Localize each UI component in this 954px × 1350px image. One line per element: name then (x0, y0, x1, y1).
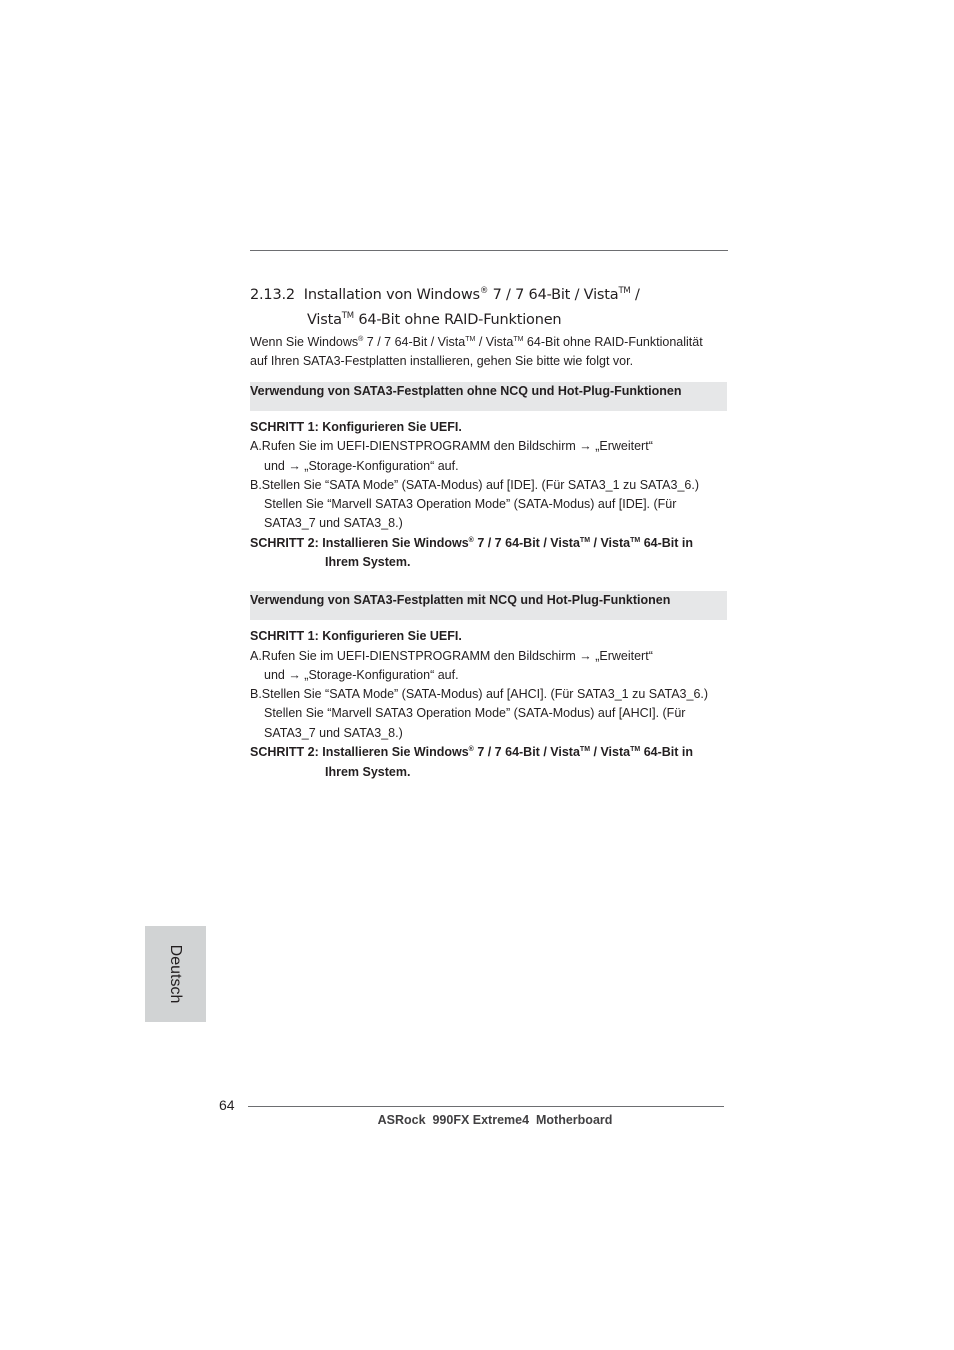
step2-heading-1: SCHRITT 2: Installieren Sie Windows® 7 / 7 64-Bit / Vista™ / Vista™ 64-Bit in (250, 536, 694, 550)
step-a-line-1: A.Rufen Sie im UEFI-DIENSTPROGRAMM den Bildschirm → „Erweitert“ (250, 439, 653, 453)
section-heading-line-1: 2.13.2 Installation von Windows® 7 / 7 64-Bit / Vista™ / (250, 286, 640, 303)
intro-line-2: auf Ihren SATA3-Festplatten installieren, gehen Sie bitte wie folgt vor. (250, 354, 634, 368)
footer-rule (248, 1106, 724, 1107)
step1-heading-2: SCHRITT 1: Konfigurieren Sie UEFI. (250, 629, 462, 643)
step-a-line-2: und → „Storage-Konfiguration“ auf. (264, 459, 459, 473)
step2-heading-2: SCHRITT 2: Installieren Sie Windows® 7 / 7 64-Bit / Vista™ / Vista™ 64-Bit in (250, 745, 694, 759)
step1-heading-1: SCHRITT 1: Konfigurieren Sie UEFI. (250, 420, 462, 434)
subheading-band-2 (250, 591, 727, 620)
step-b-line-3: SATA3_7 und SATA3_8.) (264, 726, 403, 740)
page-number: 64 (219, 1097, 235, 1113)
subheading-1: Verwendung von SATA3-Festplatten ohne NCQ und Hot-Plug-Funktionen (250, 384, 682, 398)
step-a-line-2: und → „Storage-Konfiguration“ auf. (264, 668, 459, 682)
subheading-2: Verwendung von SATA3-Festplatten mit NCQ und Hot-Plug-Funktionen (250, 593, 671, 607)
section-number: 2.13.2 (250, 287, 295, 303)
step2-line-2-2: Ihrem System. (325, 765, 411, 779)
intro-line-1: Wenn Sie Windows® 7 / 7 64-Bit / Vista™ / Vista™ 64-Bit ohne RAID-Funktionalität (250, 335, 703, 349)
step-b-line-1: B.Stellen Sie “SATA Mode” (SATA-Modus) auf [IDE]. (Für SATA3_1 zu SATA3_6.) (250, 478, 699, 492)
step-a-line-1: A.Rufen Sie im UEFI-DIENSTPROGRAMM den Bildschirm → „Erweitert“ (250, 649, 653, 663)
section-heading-line-2: Vista™ 64-Bit ohne RAID-Funktionen (307, 311, 562, 328)
language-side-tab (145, 926, 206, 1022)
top-rule (250, 250, 728, 251)
language-label: Deutsch (167, 944, 184, 1004)
step-b-line-1: B.Stellen Sie “SATA Mode” (SATA-Modus) auf [AHCI]. (Für SATA3_1 zu SATA3_6.) (250, 687, 709, 701)
footer-product: ASRock 990FX Extreme4 Motherboard (377, 1113, 613, 1127)
step2-line-2-1: Ihrem System. (325, 555, 411, 569)
step-b-line-2: Stellen Sie “Marvell SATA3 Operation Mode” (SATA-Modus) auf [AHCI]. (Für (264, 706, 686, 720)
subheading-band-1 (250, 382, 727, 411)
step-b-line-2: Stellen Sie “Marvell SATA3 Operation Mode” (SATA-Modus) auf [IDE]. (Für (264, 497, 677, 511)
step-b-line-3: SATA3_7 und SATA3_8.) (264, 516, 403, 530)
